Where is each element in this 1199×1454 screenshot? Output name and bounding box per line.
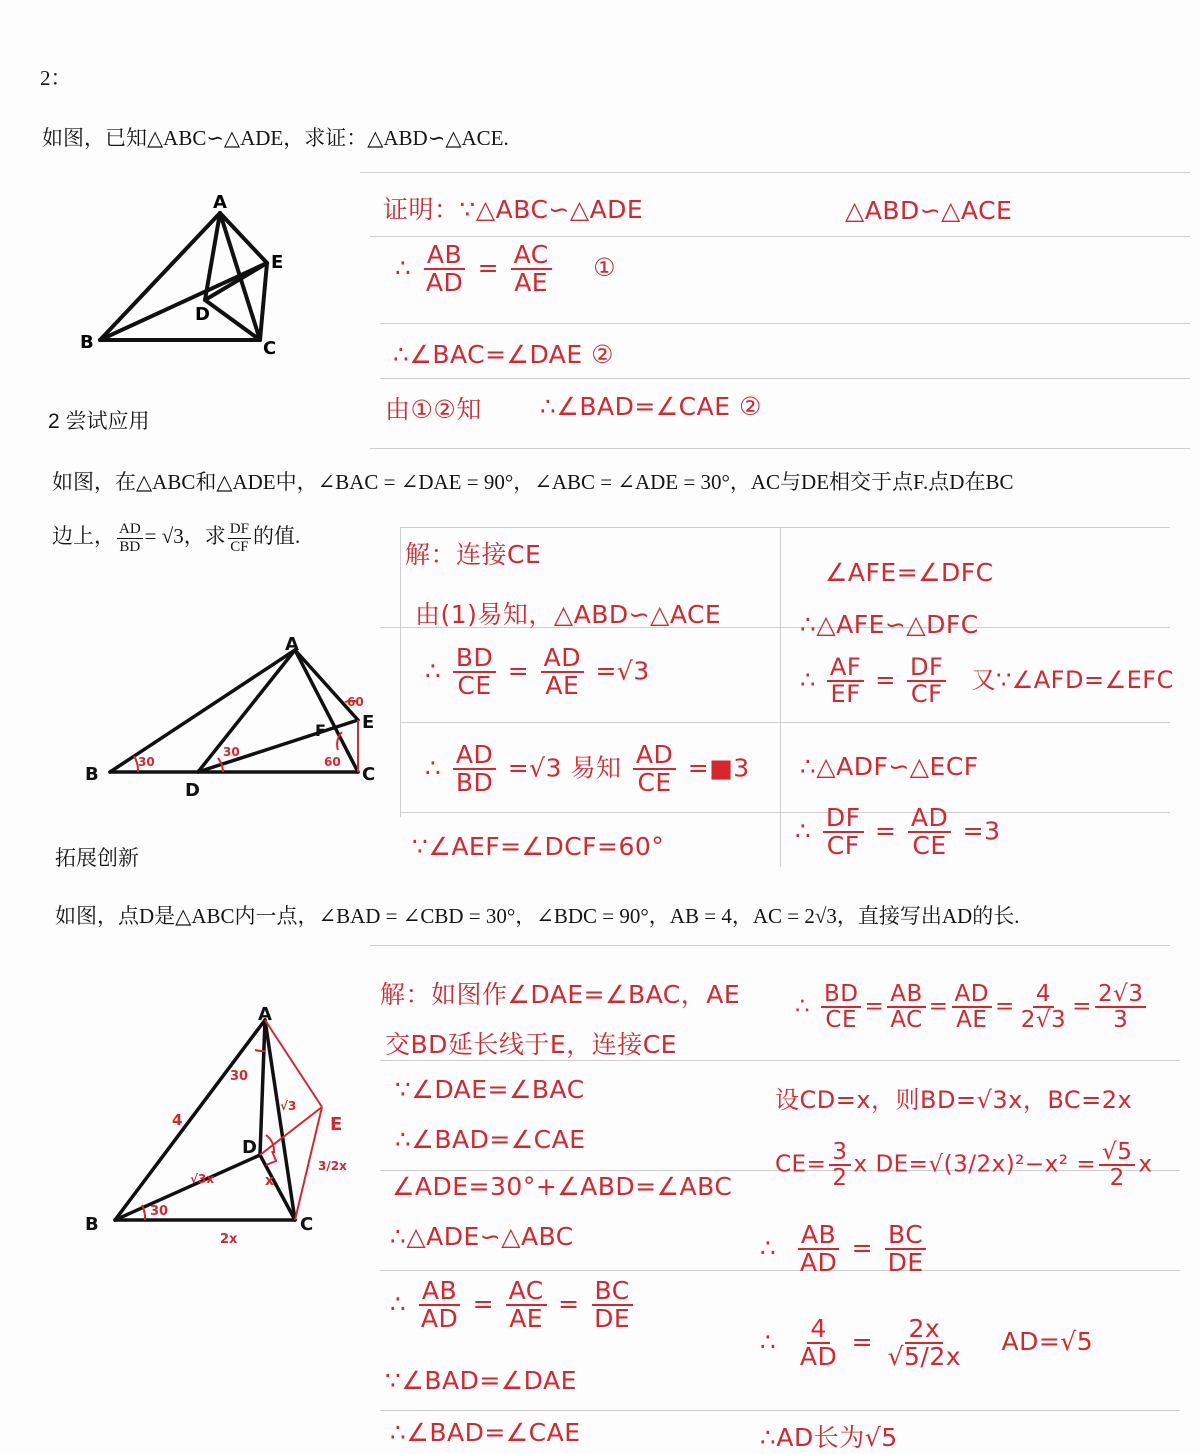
- sol3-right-line3: CE= $\frac{3}{2}$ x DE=√(3/2x)²−x² = $\frac{√5}{2}$ x: [775, 1139, 1153, 1192]
- label-C: C: [263, 338, 277, 359]
- problem2-statement1: 如图，在△ABC和△ADE中，∠BAC = ∠DAE = 90°，∠ABC = ∠ADE = 30°，AC与DE相交于点F.点D在BC: [52, 470, 1014, 494]
- label-A: A: [258, 1005, 272, 1025]
- ruled-line: [400, 527, 401, 817]
- problem2-heading: 2 尝试应用: [48, 410, 150, 433]
- sol2-left-line5: ∵∠AEF=∠DCF=60°: [412, 832, 665, 861]
- problem3-figure: [80, 1005, 370, 1250]
- side-x: x: [265, 1173, 275, 1189]
- ruled-line: [380, 378, 1190, 379]
- label-D: D: [242, 1137, 257, 1158]
- proof1-line1: 证明：∵△ABC∽△ADE: [383, 195, 644, 224]
- label-B: B: [85, 764, 99, 785]
- label-E: E: [362, 712, 375, 733]
- angle-60-e: 60: [347, 695, 364, 709]
- problem-number: 2：: [40, 66, 72, 90]
- ruled-line: [380, 1410, 1180, 1411]
- sol2-right-line5: ∴ $\frac{DF}{CF}$ = $\frac{AD}{CE}$ =3: [795, 803, 1001, 861]
- ruled-line: [370, 945, 1170, 946]
- label-C: C: [300, 1214, 314, 1235]
- side-3-2x: 3/2x: [318, 1159, 347, 1173]
- side-root3x: √3x: [190, 1172, 215, 1186]
- problem2-figure: [80, 630, 390, 805]
- sol3-left-line8: ∵∠BAD=∠DAE: [385, 1366, 577, 1395]
- label-C: C: [362, 764, 376, 785]
- ruled-line: [370, 448, 1190, 449]
- proof1-line4b: ∴∠BAD=∠CAE ②: [540, 392, 762, 421]
- problem1-statement: 如图，已知△ABC∽△ADE，求证：△ABD∽△ACE.: [42, 126, 509, 150]
- sol3-left-line7: ∴ $\frac{AB}{AD}$ = $\frac{AC}{AE}$ = $\frac{BC}{DE}$: [390, 1278, 636, 1333]
- label-E: E: [330, 1114, 343, 1135]
- side-2x: 2x: [220, 1232, 238, 1247]
- sol2-left-line3: ∴ $\frac{BD}{CE}$ = $\frac{AD}{AE}$ =√3: [425, 643, 650, 701]
- angle-30-b: 30: [138, 755, 155, 769]
- angle-30-a: 30: [230, 1069, 249, 1084]
- label-A: A: [285, 634, 299, 655]
- sol3-right-line1: ∴ $\frac{BD}{CE}$ = $\frac{AB}{AC}$ = $\frac{AD}{AE}$ = $\frac{4}{2√3}$ = $\frac{2√3}{3}$: [795, 982, 1149, 1032]
- sol3-right-line6: ∴AD长为√5: [760, 1423, 898, 1452]
- angle-30-d: 30: [223, 745, 240, 759]
- label-D: D: [185, 780, 200, 801]
- proof1-line3: ∴∠BAC=∠DAE ②: [393, 340, 615, 369]
- sol3-left-line3: ∵∠DAE=∠BAC: [395, 1075, 585, 1104]
- side-4: 4: [172, 1111, 183, 1129]
- label-D: D: [195, 304, 210, 325]
- sol2-left-line4: ∴ $\frac{AD}{BD}$ =√3 易知 $\frac{AD}{CE}$ =■3: [425, 740, 750, 798]
- sol2-right-line1: ∠AFE=∠DFC: [825, 558, 994, 587]
- sol3-left-line6: ∴△ADE∽△ABC: [390, 1222, 574, 1251]
- angle-30-b: 30: [150, 1204, 169, 1219]
- sol2-right-line4: ∴△ADF∽△ECF: [800, 752, 979, 781]
- proof1-line4a: 由①②知: [385, 395, 482, 424]
- sol2-left-line2: 由(1)易知，△ABD∽△ACE: [415, 600, 722, 629]
- label-E: E: [271, 252, 284, 273]
- label-A: A: [213, 192, 227, 213]
- sol3-left-line2: 交BD延长线于E，连接CE: [385, 1030, 677, 1059]
- proof1-line2: ∴ $\frac{AB}{AD}$ = $\frac{AC}{AE}$ ①: [395, 240, 617, 298]
- sol3-left-line1: 解：如图作∠DAE=∠BAC，AE: [380, 980, 741, 1009]
- sol2-left-line1: 解：连接CE: [405, 540, 542, 569]
- label-B: B: [85, 1214, 99, 1235]
- sol3-left-line5: ∠ADE=30°+∠ABD=∠ABC: [392, 1172, 733, 1201]
- ruled-line: [400, 527, 1170, 528]
- ruled-line: [380, 323, 1190, 324]
- problem1-figure: [75, 188, 300, 363]
- proof1-line1-right: △ABD∽△ACE: [845, 196, 1013, 225]
- sol3-right-line4: ∴ $\frac{AB}{AD}$ = $\frac{BC}{DE}$: [760, 1222, 930, 1277]
- ruled-line: [400, 722, 1170, 723]
- sol3-left-line9: ∴∠BAD=∠CAE: [390, 1418, 581, 1447]
- ruled-line: [780, 527, 781, 867]
- ruled-line: [370, 236, 1190, 237]
- sol2-right-line3: ∴ $\frac{AF}{EF}$ = $\frac{DF}{CF}$ 又∵∠AFD=∠EFC: [800, 653, 1174, 709]
- ruled-line: [360, 172, 1190, 173]
- sol3-right-line5: ∴ $\frac{4}{AD}$ = $\frac{2x}{√5/2x}$ AD=√5: [760, 1314, 1094, 1372]
- sol2-right-line2: ∴△AFE∽△DFC: [800, 610, 979, 639]
- problem3-heading: 拓展创新: [55, 847, 139, 870]
- sol3-left-line4: ∴∠BAD=∠CAE: [395, 1125, 586, 1154]
- label-B: B: [80, 332, 94, 353]
- side-root3: √3: [280, 1099, 297, 1113]
- sol3-right-line2: 设CD=x，则BD=√3x，BC=2x: [775, 1086, 1133, 1114]
- ruled-line: [400, 812, 1170, 813]
- problem3-statement: 如图，点D是△ABC内一点，∠BAD = ∠CBD = 30°，∠BDC = 90°，AB = 4，AC = 2√3，直接写出AD的长.: [55, 904, 1020, 928]
- problem2-statement2: 边上， $\frac{AD}{BD}$ = √3，求 $\frac{DF}{CF}$ 的值.: [52, 521, 301, 555]
- angle-60-f: 60: [324, 755, 341, 769]
- label-F: F: [315, 721, 326, 740]
